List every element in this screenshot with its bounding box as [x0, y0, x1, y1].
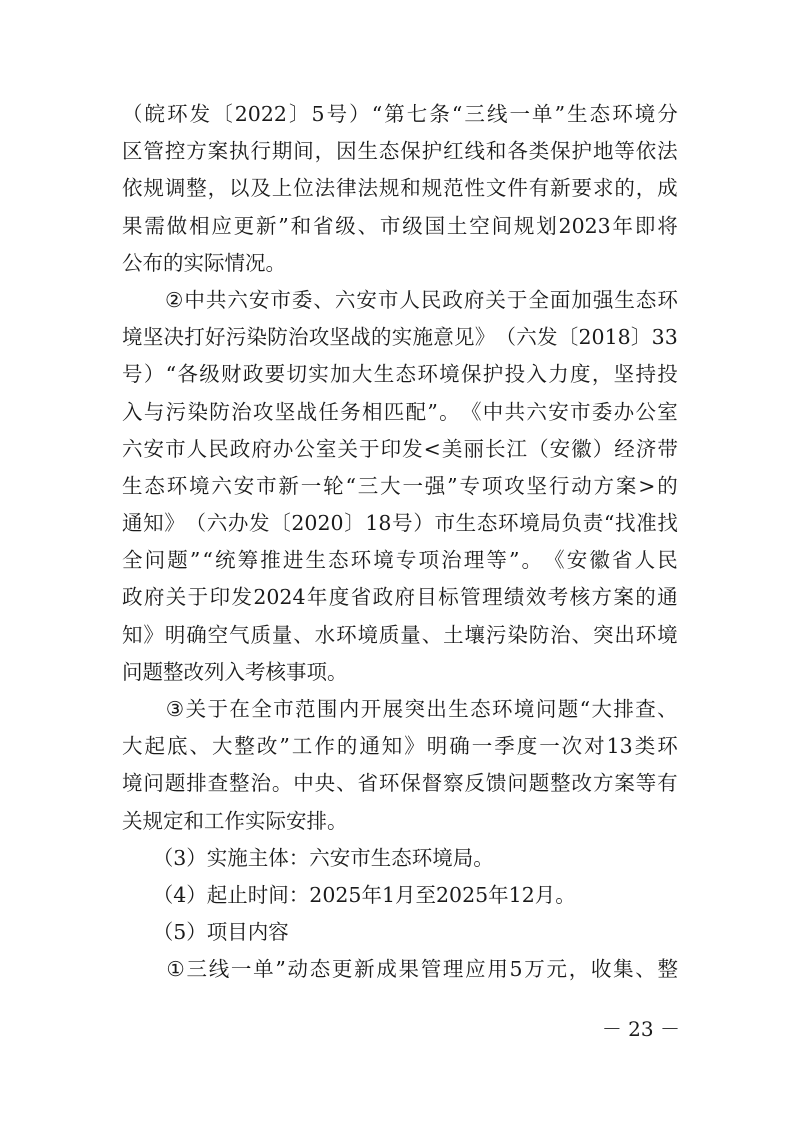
- text-line: 号 ） “ 各 级 财 政 要 切 实 加 大 生 态 环 境 保 护 投 入 力 度 ， 坚 持 投: [122, 362, 678, 387]
- text-line: （5）项目内容: [122, 920, 289, 945]
- text-line: ② 中 共 六 安 市 委 、 六 安 市 人 民 政 府 关 于 全 面 加 强 生 态 环: [165, 287, 678, 312]
- text-line: 区 管 控 方 案 执 行 期 间 ， 因 生 态 保 护 红 线 和 各 类 保 护 地 等 依 法: [122, 139, 678, 164]
- text-line: 境 坚 决 打 好 污 染 防 治 攻 坚 战 的 实 施 意 见 》 （ 六 发 〔 2018 〕 33: [122, 325, 678, 350]
- text-line: 通 知 》 （ 六 办 发 〔 2020 〕 18 号 ） 市 生 态 环 境 局 负 责 “ 找 准 找: [122, 511, 678, 536]
- page-number: － 23 －: [601, 1017, 680, 1041]
- text-line: 关规定和工作实际安排。: [122, 808, 348, 833]
- text-line: 全 问 题 ” “ 统 筹 推 进 生 态 环 境 专 项 治 理 等 ” 。 《 安 徽 省 人 民: [122, 548, 678, 573]
- document-body: [122, 96, 678, 989]
- text-line: 问题整改列入考核事项。: [122, 659, 348, 684]
- text-line: ③ 关 于 在 全 市 范 围 内 开 展 突 出 生 态 环 境 问 题 “ 大 排 查 、: [165, 697, 678, 721]
- text-line: （ 皖 环 发 〔 2022 〕 5 号 ） “ 第 七 条 “ 三 线 一 单 ” 生 态 环 境 分: [122, 102, 678, 126]
- text-line: 境 问 题 排 查 整 治 。 中 央 、 省 环 保 督 察 反 馈 问 题 整 改 方 案 等 有: [122, 771, 678, 796]
- text-line: ① 三 线 一 单 ” 动 态 更 新 成 果 管 理 应 用 5 万 元 ， 收 集 、 整: [166, 957, 678, 982]
- text-line: 大 起 底 、 大 整 改 ” 工 作 的 通 知 》 明 确 一 季 度 一 次 对 13 类 环: [122, 734, 678, 759]
- text-line: 果 需 做 相 应 更 新 ” 和 省 级 、 市 级 国 土 空 间 规 划 2023 年 即 将: [122, 213, 678, 238]
- text-line: 依 规 调 整 ， 以 及 上 位 法 律 法 规 和 规 范 性 文 件 有 新 要 求 的 ， 成: [122, 176, 678, 201]
- text-line: （4）起止时间：2025年1月至2025年12月。: [122, 882, 576, 907]
- text-line: 政 府 关 于 印 发 2024 年 度 省 政 府 目 标 管 理 绩 效 考 核 方 案 的 通: [122, 585, 678, 610]
- text-line: 入 与 污 染 防 治 攻 坚 战 任 务 相 匹 配 ” 。 《 中 共 六 安 市 委 办 公 室: [122, 399, 678, 424]
- text-line: 公布的实际情况。: [122, 250, 286, 275]
- text-line: 六 安 市 人 民 政 府 办 公 室 关 于 印 发 < 美 丽 长 江 （ 安 徽 ） 经 济 带: [122, 436, 678, 461]
- text-line: （3）实施主体：六安市生态环境局。: [122, 845, 494, 870]
- text-line: 知 》 明 确 空 气 质 量 、 水 环 境 质 量 、 土 壤 污 染 防 治 、 突 出 环 境: [122, 622, 678, 647]
- text-line: 生 态 环 境 六 安 市 新 一 轮 “ 三 大 一 强 ” 专 项 攻 坚 行 动 方 案 > 的: [122, 473, 678, 498]
